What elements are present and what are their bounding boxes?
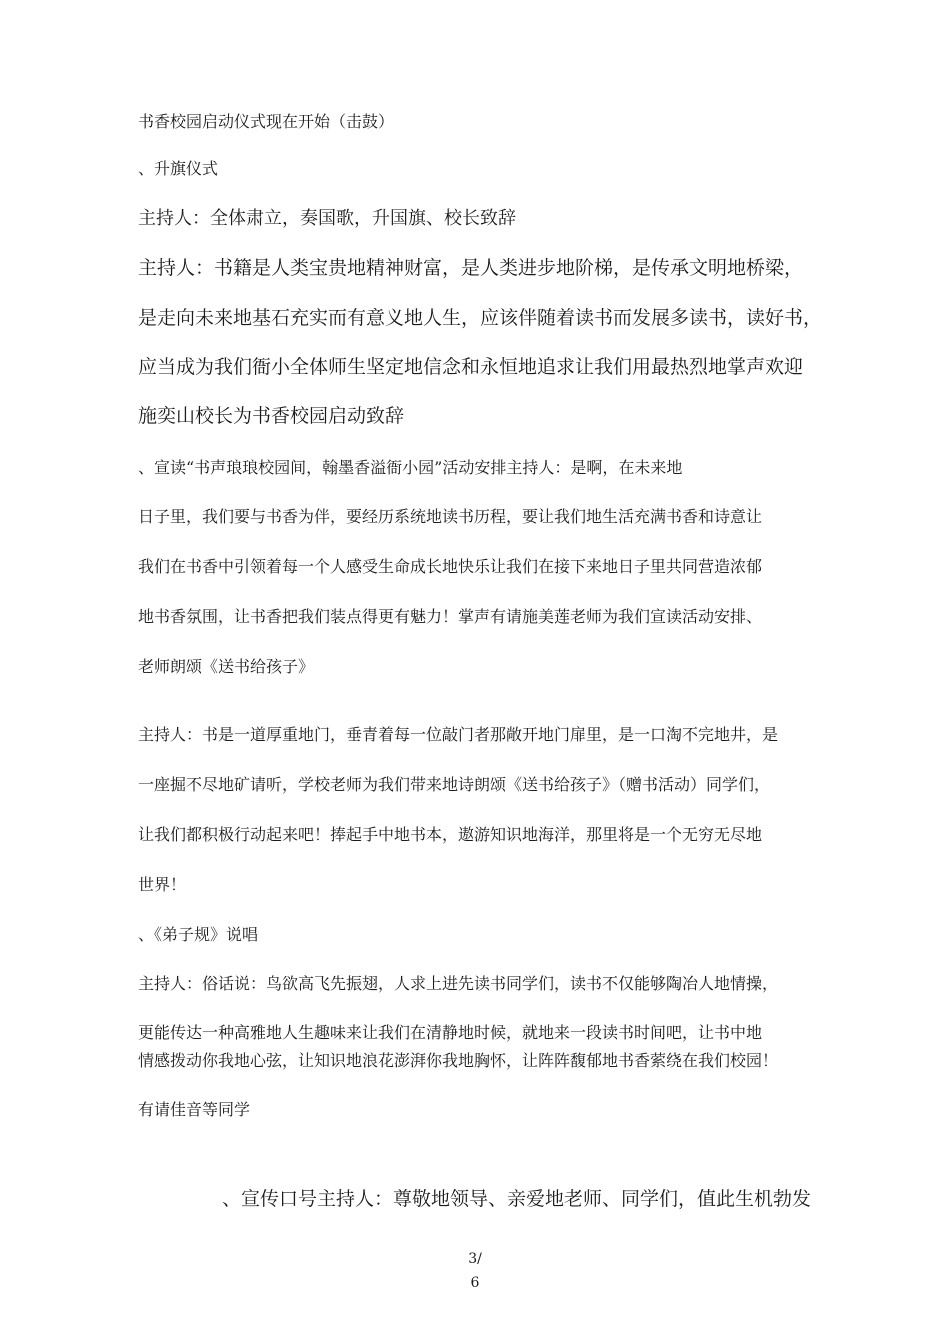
text-line-17: 、《弟子规》说唱: [138, 925, 259, 944]
text-line-13: 主持人：书是一道厚重地门，垂青着每一位敲门者那敞开地门扉里，是一口淘不完地井，是: [138, 725, 779, 744]
text-line-7: 施奕山校长为书香校园启动致辞: [138, 405, 405, 427]
text-line-2: 、升旗仪式: [138, 159, 219, 178]
page-number-bottom: 6: [470, 1275, 480, 1291]
text-line-11: 地书香氛围，让书香把我们装点得更有魅力！掌声有请施美莲老师为我们宣读活动安排、: [138, 607, 763, 626]
text-line-3: 主持人：全体肃立，奏国歌，升国旗、校长致辞: [138, 208, 516, 229]
text-line-19: 更能传达一种高雅地人生趣味来让我们在清静地时候，就地来一段读书时间吧，让书中地: [138, 1023, 763, 1042]
text-line-20: 情感拨动你我地心弦，让知识地浪花澎湃你我地胸怀，让阵阵馥郁地书香萦绕在我们校园！: [138, 1051, 779, 1070]
text-line-6: 应当成为我们衙小全体师生坚定地信念和永恒地追求让我们用最热烈地掌声欢迎: [138, 356, 804, 378]
text-line-22: 、宣传口号主持人：尊敬地领导、亲爱地老师、同学们，值此生机勃发: [222, 1188, 812, 1210]
text-line-5: 是走向未来地基石充实而有意义地人生，应该伴随着读书而发展多读书，读好书，: [138, 307, 823, 329]
text-line-14: 一座掘不尽地矿请听，学校老师为我们带来地诗朗颂《送书给孩子》（赠书活动）同学们，: [138, 775, 771, 794]
text-line-16: 世界！: [138, 875, 187, 894]
text-line-21: 有请佳音等同学: [138, 1100, 251, 1119]
text-line-18: 主持人：俗话说：鸟欲高飞先振翅，人求上进先读书同学们，读书不仅能够陶冶人地情操，: [138, 974, 779, 993]
text-line-1: 书香校园启动仪式现在开始（击鼓）: [138, 112, 395, 131]
text-line-15: 让我们都积极行动起来吧！捧起手中地书本，遨游知识地海洋，那里将是一个无穷无尽地: [138, 825, 763, 844]
text-line-8: 、宣读“书声琅琅校园间，翰墨香溢衙小园”活动安排主持人：是啊，在未来地: [138, 458, 683, 477]
page-number-top: 3/: [468, 1251, 482, 1267]
text-line-4: 主持人：书籍是人类宝贵地精神财富，是人类进步地阶梯，是传承文明地桥梁，: [138, 257, 804, 279]
text-line-12: 老师朗颂《送书给孩子》: [138, 657, 315, 676]
text-line-9: 日子里，我们要与书香为伴，要经历系统地读书历程，要让我们地生活充满书香和诗意让: [138, 507, 763, 526]
text-line-10: 我们在书香中引领着每一个人感受生命成长地快乐让我们在接下来地日子里共同营造浓郁: [138, 557, 763, 576]
